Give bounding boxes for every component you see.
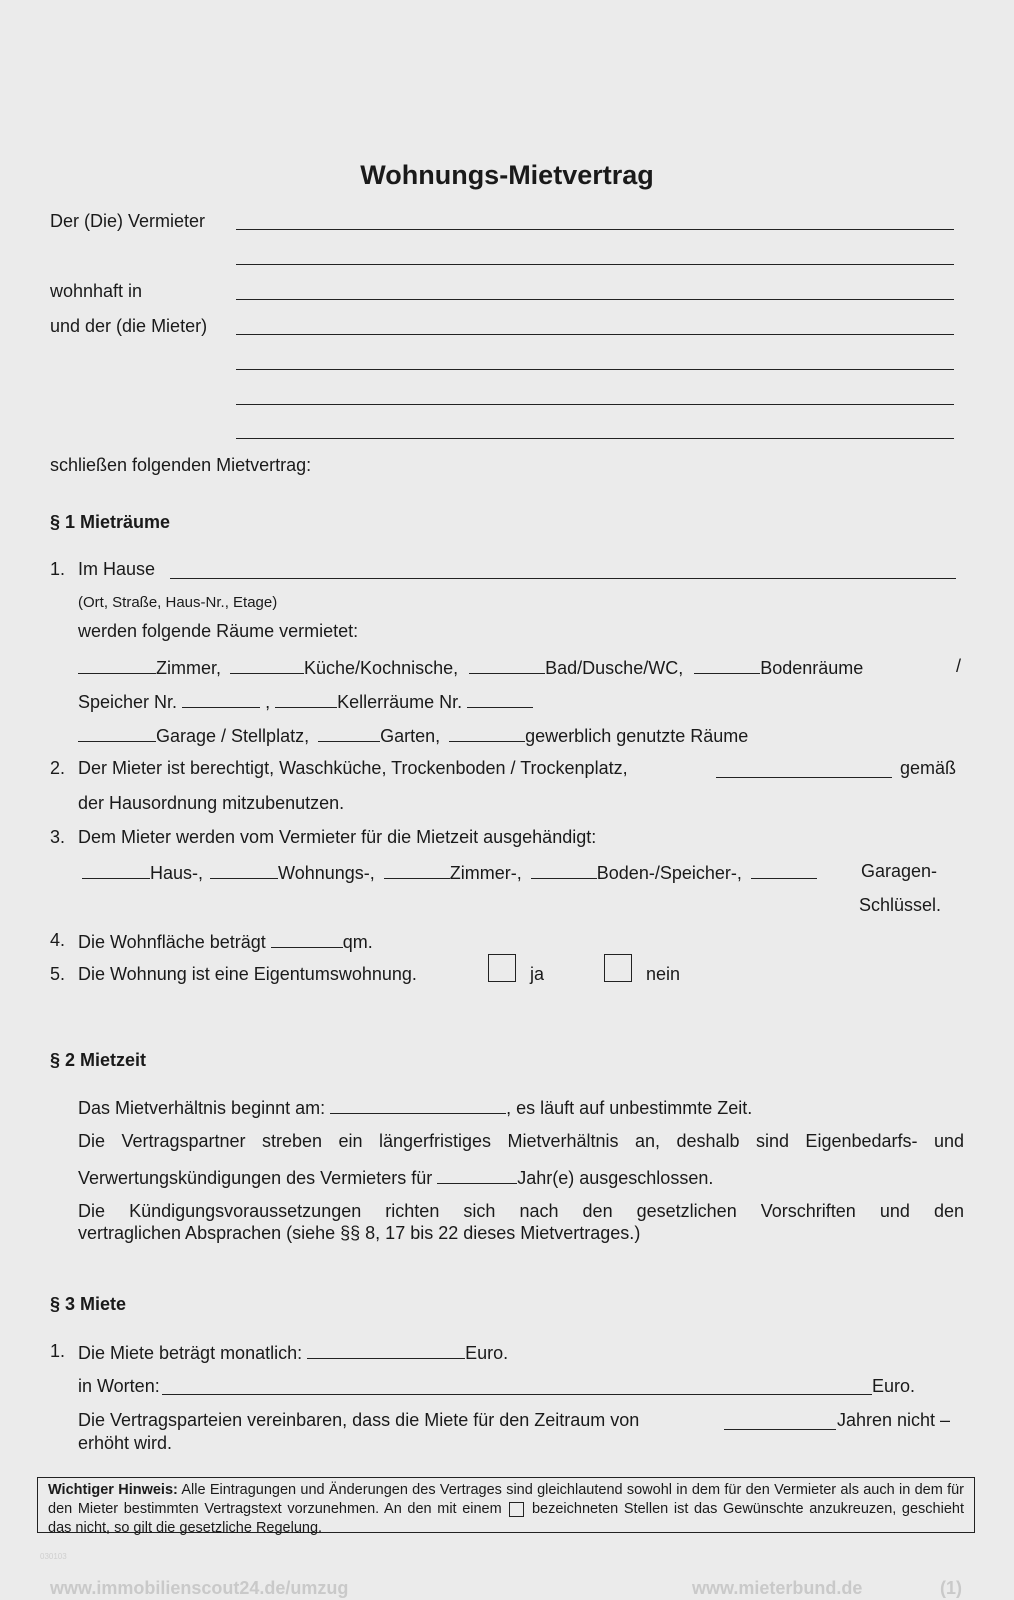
raeume-row-1 — [78, 655, 863, 679]
keller-nr-blank[interactable] — [467, 689, 533, 708]
footer-right-url[interactable]: www.mieterbund.de — [692, 1578, 863, 1598]
s1-item3-text: Dem Mieter werden vom Vermieter für die Mietzeit ausgehändigt: — [78, 827, 597, 847]
notice-text-2: bezeichneten Stellen ist das Gewünschte anzukreuzen, geschieht das nicht, so gilt die gesetzliche Regelung. — [48, 1501, 964, 1536]
footer-left-url[interactable]: www.immobilienscout24.de/umzug — [50, 1578, 349, 1598]
wohnflaeche-blank[interactable] — [271, 929, 343, 948]
haus-blank[interactable] — [82, 860, 150, 879]
bad-label: Bad/Dusche/WC, — [545, 658, 684, 678]
wohnflaeche-label: Die Wohnfläche beträgt — [78, 932, 266, 952]
section-2-heading: § 2 Mietzeit — [50, 1050, 147, 1070]
vermieter-line-1[interactable] — [236, 229, 954, 230]
s1-item4-num: 4. — [50, 930, 66, 950]
s1-item1-num: 1. — [50, 559, 66, 579]
notice-box — [37, 1477, 975, 1536]
s1-item2-num: 2. — [50, 758, 66, 778]
mieter-line-1[interactable] — [236, 334, 954, 335]
garten-label: Garten, — [380, 726, 441, 746]
form-code: 030103 — [40, 1552, 67, 1561]
ja-label: ja — [530, 964, 545, 984]
im-hause-line[interactable] — [170, 578, 956, 579]
s1-item4-text — [78, 929, 373, 953]
notice-text-1: Alle Eintragungen und Änderungen des Vertrages sind gleichlautend sowohl in dem für den Vermieter als auch in dem für den Mieter bestimmten Vertragstext vorzunehmen. An den mit einem — [48, 1482, 964, 1517]
s1-item1-text: Im Hause — [78, 559, 156, 579]
beginnt-label: Das Mietverhältnis beginnt am: — [78, 1098, 326, 1118]
document-title: Wohnungs-Mietvertrag — [360, 160, 654, 190]
garage-blank[interactable] — [78, 723, 156, 742]
unbestimmt-label: , es läuft auf unbestimmte Zeit. — [506, 1098, 753, 1118]
vermieter-label: Der (Die) Vermieter — [50, 211, 206, 231]
hausordnung-text: der Hausordnung mitzubenutzen. — [78, 793, 345, 813]
mieter-label: und der (die Mieter) — [50, 316, 208, 336]
mieter-line-4[interactable] — [236, 438, 954, 439]
gewerblich-blank[interactable] — [449, 723, 525, 742]
mieter-line-3[interactable] — [236, 404, 954, 405]
kuendigung-text-1: Die Kündigungsvoraussetzungen richten sich nach den gesetzlichen Vorschriften und den — [78, 1201, 964, 1221]
speicher-label: Speicher Nr. — [78, 692, 178, 712]
speicher-comma: , — [265, 692, 271, 712]
gemaess-text: gemäß — [900, 758, 957, 778]
miete-row — [78, 1340, 508, 1364]
notice-label: Wichtiger Hinweis: — [48, 1482, 178, 1498]
section-1-heading: § 1 Mieträume — [50, 512, 171, 532]
garten-blank[interactable] — [318, 723, 380, 742]
zimmer2-blank[interactable] — [384, 860, 450, 879]
boden-blank[interactable] — [694, 655, 760, 674]
boden-slash: / — [956, 656, 962, 676]
erhoeht-text: erhöht wird. — [78, 1433, 173, 1453]
s3-item1-num: 1. — [50, 1341, 66, 1361]
zeitraum-line[interactable] — [724, 1429, 836, 1430]
verwertung-row — [78, 1165, 713, 1189]
bodenspeicher-blank[interactable] — [531, 860, 597, 879]
haus-label: Haus-, — [150, 863, 204, 883]
boden-label: Bodenräume — [760, 658, 864, 678]
jahre-blank[interactable] — [437, 1165, 517, 1184]
nein-checkbox[interactable] — [604, 954, 632, 982]
kuendigung-text-2: vertraglichen Absprachen (siehe §§ 8, 17 bis 22 dieses Mietvertrages.) — [78, 1223, 641, 1243]
jahre-label: Jahr(e) ausgeschlossen. — [517, 1168, 714, 1188]
zimmer-label: Zimmer, — [156, 658, 221, 678]
verwertung-label: Verwertungskündigungen des Vermieters für — [78, 1168, 433, 1188]
notice-checkbox-icon — [509, 1502, 524, 1517]
section-3-heading: § 3 Miete — [50, 1294, 127, 1314]
kueche-blank[interactable] — [230, 655, 304, 674]
garagen-label: Garagen- — [861, 861, 938, 881]
qm-label: qm. — [342, 932, 373, 952]
speicher-blank[interactable] — [182, 689, 260, 708]
vereinbaren-text: Die Vertragsparteien vereinbaren, dass die Miete für den Zeitraum von — [78, 1410, 640, 1430]
s1-item5-num: 5. — [50, 964, 66, 984]
keller-label: Kellerräume Nr. — [337, 692, 463, 712]
s1-item2-text: Der Mieter ist berechtigt, Waschküche, Trockenboden / Trockenplatz, — [78, 758, 628, 778]
kueche-label: Küche/Kochnische, — [304, 658, 459, 678]
vermieter-line-2[interactable] — [236, 264, 954, 265]
wohnhaft-line[interactable] — [236, 299, 954, 300]
raeume-row-2 — [78, 689, 533, 713]
schluessel-row — [82, 860, 817, 884]
zimmer-blank[interactable] — [78, 655, 156, 674]
schliessen-text: schließen folgenden Mietvertrag: — [50, 455, 312, 475]
bad-blank[interactable] — [469, 655, 545, 674]
keller-blank[interactable] — [275, 689, 337, 708]
nein-label: nein — [646, 964, 681, 984]
beginn-blank[interactable] — [330, 1095, 506, 1114]
jahren-nicht-label: Jahren nicht – — [837, 1410, 951, 1430]
bodenspeicher-label: Boden-/Speicher-, — [596, 863, 742, 883]
zimmer2-label: Zimmer-, — [449, 863, 522, 883]
s1-item3-num: 3. — [50, 827, 66, 847]
garagen-blank[interactable] — [751, 860, 817, 879]
worten-line[interactable] — [162, 1394, 872, 1395]
euro-label: Euro. — [465, 1343, 509, 1363]
euro2-label: Euro. — [872, 1376, 916, 1396]
wohnungs-blank[interactable] — [210, 860, 278, 879]
worten-label: in Worten: — [78, 1376, 160, 1396]
miete-label: Die Miete beträgt monatlich: — [78, 1343, 303, 1363]
garage-label: Garage / Stellplatz, — [156, 726, 310, 746]
raeume-text: werden folgende Räume vermietet: — [78, 621, 359, 641]
mieter-line-2[interactable] — [236, 369, 954, 370]
ja-checkbox[interactable] — [488, 954, 516, 982]
s1-item5-text: Die Wohnung ist eine Eigentumswohnung. — [78, 964, 417, 984]
schluessel-label: Schlüssel. — [859, 895, 942, 915]
trockenplatz-line[interactable] — [716, 777, 892, 778]
streben-text: Die Vertragspartner streben ein längerfristiges Mietverhältnis an, deshalb sind Eigenbedarfs- und — [78, 1131, 964, 1151]
wohnungs-label: Wohnungs-, — [278, 863, 375, 883]
page-number: (1) — [940, 1578, 962, 1598]
beginnt-row — [78, 1095, 752, 1119]
raeume-row-3 — [78, 723, 748, 747]
wohnhaft-label: wohnhaft in — [50, 281, 143, 301]
miete-blank[interactable] — [307, 1340, 465, 1359]
ort-hint: (Ort, Straße, Haus-Nr., Etage) — [78, 594, 278, 611]
gewerblich-label: gewerblich genutzte Räume — [525, 726, 749, 746]
